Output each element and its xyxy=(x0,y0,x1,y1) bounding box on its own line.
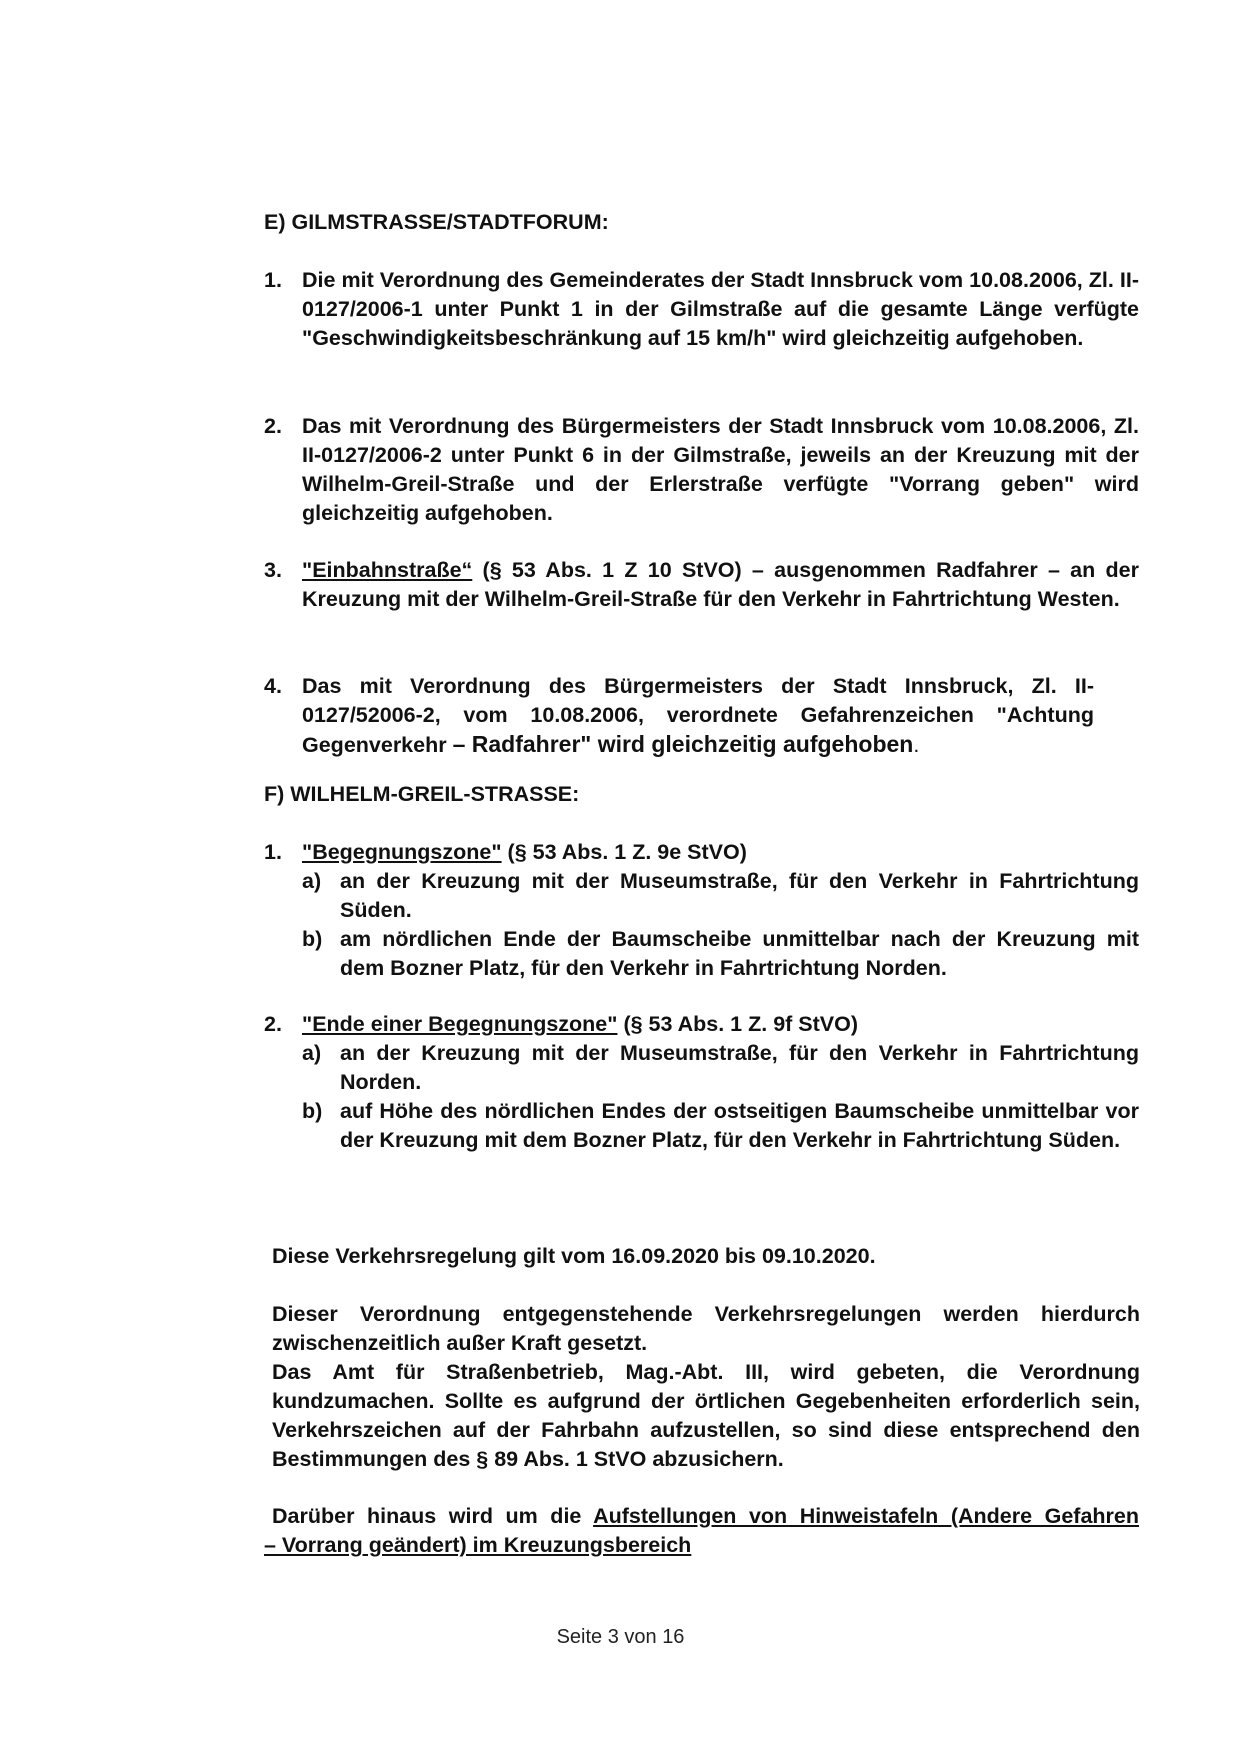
item-text-part-a: Das mit Verordnung des Bürgermeisters der Stadt Innsbruck, Zl. II-0127/52006-2, vom 10.08.2006, verordnete Gefahrenzeichen "Achtung Gegenverkehr xyxy=(302,674,1094,757)
sub-item-text: am nördlichen Ende der Baumscheibe unmittelbar nach der Kreuzung mit dem Bozner Platz, für den Verkehr in Fahrtrichtung Norden. xyxy=(340,927,1139,980)
section-f-item-1 xyxy=(264,838,1139,983)
item-text-rest: (§ 53 Abs. 1 Z 10 StVO) – ausgenommen Radfahrer – an der Kreuzung mit der Wilhelm-Greil-Straße für den Verkehr in Fahrtrichtung Westen. xyxy=(302,558,1139,611)
item-text xyxy=(302,556,1139,614)
request-paragraph: Das Amt für Straßenbetrieb, Mag.-Abt. III, wird gebeten, die Verordnung kundzumachen. Sollte es aufgrund der örtlichen Gegebenheiten erforderlich sein, Verkehrszeichen auf der Fahrbahn aufzustellen, so sind diese entsprechend den Bestimmungen des § 89 Abs. 1 StVO abzusichern. xyxy=(272,1360,1140,1471)
further-line-1 xyxy=(264,1502,1139,1531)
item-text-rest: (§ 53 Abs. 1 Z. 9f StVO) xyxy=(617,1012,859,1036)
item-number: 2. xyxy=(264,414,282,438)
further-prefix: Darüber hinaus wird um die xyxy=(272,1504,594,1528)
item-text-part-b: – Radfahrer" wird gleichzeitig aufgehoben xyxy=(452,731,914,757)
sub-item-text: an der Kreuzung mit der Museumstraße, für den Verkehr in Fahrtrichtung Süden. xyxy=(340,869,1139,922)
further-line-2 xyxy=(264,1531,1139,1560)
item-number: 3. xyxy=(264,558,282,582)
item-text-rest: (§ 53 Abs. 1 Z. 9e StVO) xyxy=(501,840,747,864)
item-text: Das mit Verordnung des Bürgermeisters der Stadt Innsbruck vom 10.08.2006, Zl. II-0127/2006-2 unter Punkt 6 in der Gilmstraße, jeweils an der Kreuzung mit der Wilhelm-Greil-Straße und der Erlerstraße verfügte "Vorrang geben" wird gleichzeitig aufgehoben. xyxy=(302,414,1139,525)
sub-item-letter: b) xyxy=(302,927,323,951)
sub-item-text: auf Höhe des nördlichen Endes der ostseitigen Baumscheibe unmittelbar vor der Kreuzung mit dem Bozner Platz, für den Verkehr in Fahrtrichtung Süden. xyxy=(340,1099,1139,1152)
sub-item-a xyxy=(302,867,1139,925)
item-text: Die mit Verordnung des Gemeinderates der Stadt Innsbruck vom 10.08.2006, Zl. II-0127/2006-1 unter Punkt 1 in der Gilmstraße auf die gesamte Länge verfügte "Geschwindigkeitsbeschränkung auf 15 km/h" wird gleichzeitig aufgehoben. xyxy=(302,268,1139,350)
section-e-item-3 xyxy=(264,556,1139,614)
sub-item-letter: a) xyxy=(302,869,322,893)
sub-item-letter: a) xyxy=(302,1041,322,1065)
sub-item-b xyxy=(302,1097,1139,1155)
sub-item-letter: b) xyxy=(302,1099,323,1123)
sub-item-b xyxy=(302,925,1139,983)
item-number: 2. xyxy=(264,1012,282,1036)
validity-paragraph: Diese Verkehrsregelung gilt vom 16.09.2020 bis 09.10.2020. xyxy=(272,1244,876,1268)
item-number: 4. xyxy=(264,674,282,698)
item-text xyxy=(302,838,1139,867)
section-f-item-2 xyxy=(264,1010,1139,1155)
section-e-item-1 xyxy=(264,266,1139,353)
further-paragraph xyxy=(264,1502,1139,1560)
item-text xyxy=(302,1010,1139,1039)
sub-item-text: an der Kreuzung mit der Museumstraße, für den Verkehr in Fahrtrichtung Norden. xyxy=(340,1041,1139,1094)
section-e-item-4 xyxy=(264,672,1139,760)
section-e-heading: E) GILMSTRASSE/STADTFORUM: xyxy=(264,210,609,234)
page-number: Seite 3 von 16 xyxy=(556,1626,685,1648)
section-e-item-2 xyxy=(264,412,1139,528)
sign-name-ende-begegnungszone: "Ende einer Begegnungszone" xyxy=(302,1012,618,1036)
sub-item-a xyxy=(302,1039,1139,1097)
section-f-heading: F) WILHELM-GREIL-STRASSE: xyxy=(264,782,580,806)
item-text xyxy=(302,672,1094,760)
suspension-paragraph: Dieser Verordnung entgegenstehende Verkehrsregelungen werden hierdurch zwischenzeitlich außer Kraft gesetzt. xyxy=(272,1302,1140,1355)
item-number: 1. xyxy=(264,840,282,864)
further-underlined-2: – Vorrang geändert) im Kreuzungsbereich xyxy=(264,1533,692,1557)
item-number: 1. xyxy=(264,268,282,292)
sign-name-einbahnstrasse: "Einbahnstraße“ xyxy=(302,558,473,582)
item-text-part-c: . xyxy=(913,733,920,757)
further-underlined-1: Aufstellungen von Hinweistafeln (Andere Gefahren xyxy=(593,1504,1139,1528)
sign-name-begegnungszone: "Begegnungszone" xyxy=(302,840,502,864)
